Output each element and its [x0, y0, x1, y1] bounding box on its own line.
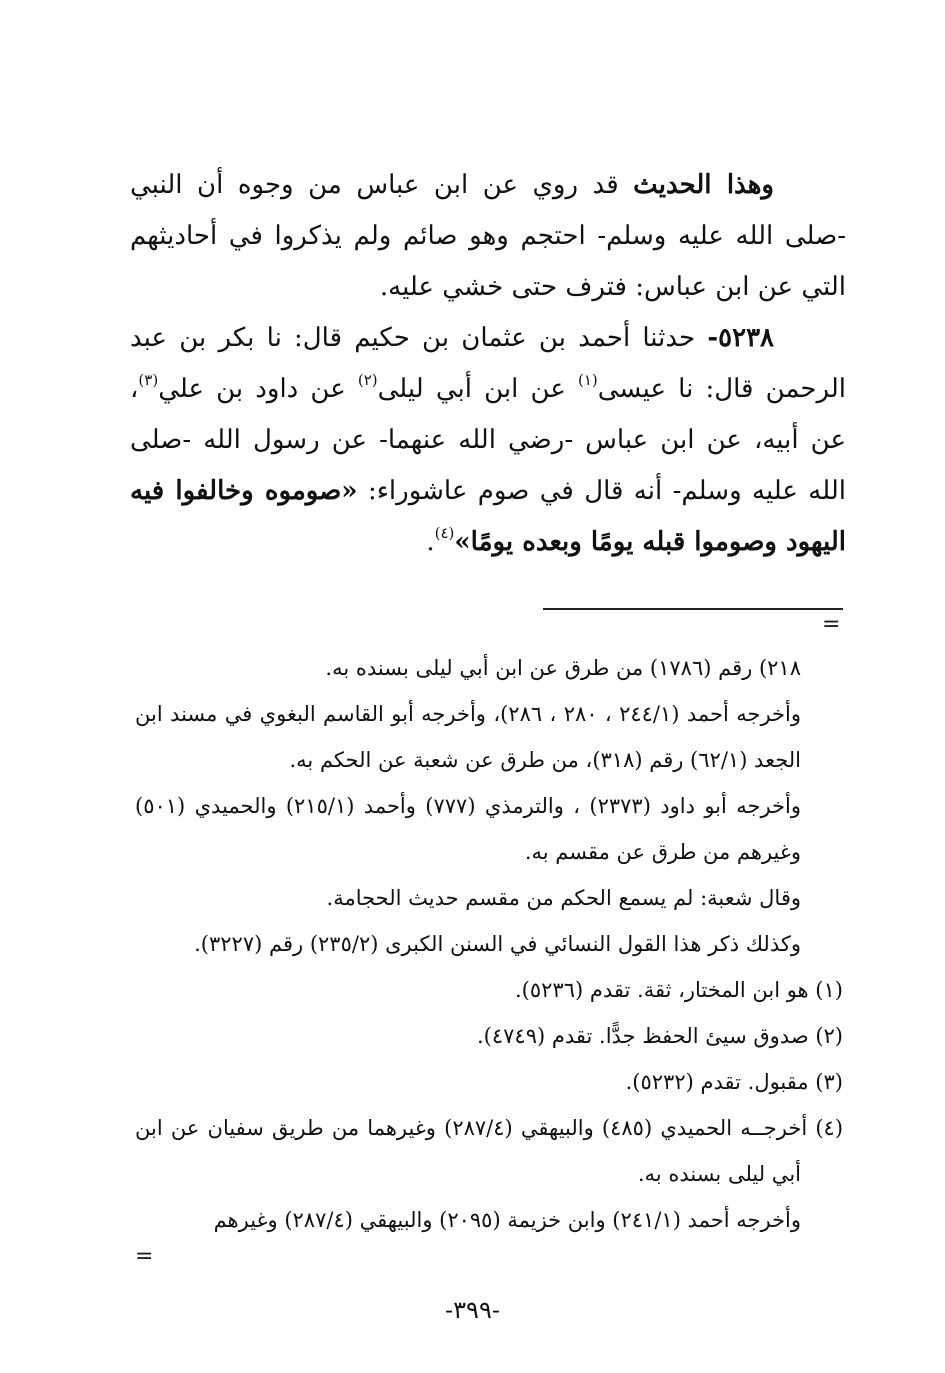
footnote-ref-2: (٢): [357, 371, 378, 390]
continuation-mark-bottom: =: [135, 1244, 154, 1269]
footnote-continued-line: وأخرجه أبو داود (٢٣٧٣) ، والترمذي (٧٧٧) وأحمد (٢١٥/١) والحميدي (٥٠١) وغيرهم من طرق عن مقسم به.: [135, 794, 801, 864]
hadith-number: ٥٢٣٨-: [707, 323, 774, 353]
intro-text: قد روي عن ابن عباس من وجوه أن النبي -صلى الله عليه وسلم- احتجم وهو صائم ولم يذكروا في أحاديثهم التي عن ابن عباس: فترف حتى خشي عليه.: [130, 170, 846, 302]
main-text: [130, 160, 846, 568]
intro-bold-phrase: وهذا الحديث: [633, 170, 774, 200]
hadith-text-1: حدثنا أحمد بن عثمان بن حكيم قال: نا بكر بن عبد الرحمن قال: نا عيسى: [130, 323, 846, 404]
hadith-text-3: عن داود بن علي: [158, 374, 358, 404]
footnote-1: (١) هو ابن المختار، ثقة. تقدم (٥٢٣٦).: [515, 978, 843, 1002]
footnotes: [135, 645, 843, 1243]
footnote-ref-1: (١): [577, 371, 598, 390]
page-number: -٣٩٩-: [445, 1296, 500, 1324]
hadith-text-2: عن ابن أبي ليلى: [377, 374, 578, 404]
prophetic-quote: «صوموه وخالفوا فيه اليهود وصوموا قبله يومًا وبعده يومًا»: [130, 476, 846, 557]
hadith-end: .: [426, 527, 435, 557]
footnote-3: (٣) مقبول. تقدم (٥٢٣٢).: [625, 1070, 843, 1094]
footnote-continued-line: وقال شعبة: لم يسمع الحكم من مقسم حديث الحجامة.: [326, 886, 801, 910]
footnote-ref-4: (٤): [434, 524, 455, 543]
continuation-mark-top: =: [822, 612, 841, 637]
intro-paragraph: [130, 160, 846, 313]
footnote-2: (٢) صدوق سيئ الحفظ جدًّا. تقدم (٤٧٤٩).: [477, 1024, 843, 1048]
footnote-continued-line: وكذلك ذكر هذا القول النسائي في السنن الكبرى (٢٣٥/٢) رقم (٣٢٢٧).: [194, 932, 801, 956]
footnote-ref-3: (٣): [138, 371, 159, 390]
hadith-text-4: ، عن أبيه، عن ابن عباس -رضي الله عنهما- عن رسول الله -صلى الله عليه وسلم- أنه قال في صوم عاشوراء:: [130, 374, 846, 506]
footnote-separator: [543, 608, 843, 610]
footnote-continued-line: وأخرجه أحمد (٢٤٤/١ ، ٢٨٠ ، ٢٨٦)، وأخرجه أبو القاسم البغوي في مسند ابن الجعد (٦٢/١) رقم (٣١٨)، من طرق عن شعبة عن الحكم به.: [135, 702, 801, 772]
footnote-continued-line: ٢١٨) رقم (١٧٨٦) من طرق عن ابن أبي ليلى بسنده به.: [325, 656, 801, 680]
footnote-4: (٤) أخرجــه الحميدي (٤٨٥) والبيهقي (٢٨٧/٤) وغيرهما من طريق سفيان عن ابن أبي ليلى بسنده به.: [135, 1116, 844, 1186]
hadith-paragraph: [130, 313, 846, 568]
footnote-4-continuation: وأخرجه أحمد (٢٤١/١) وابن خزيمة (٢٠٩٥) والبيهقي (٢٨٧/٤) وغيرهم: [213, 1208, 801, 1232]
